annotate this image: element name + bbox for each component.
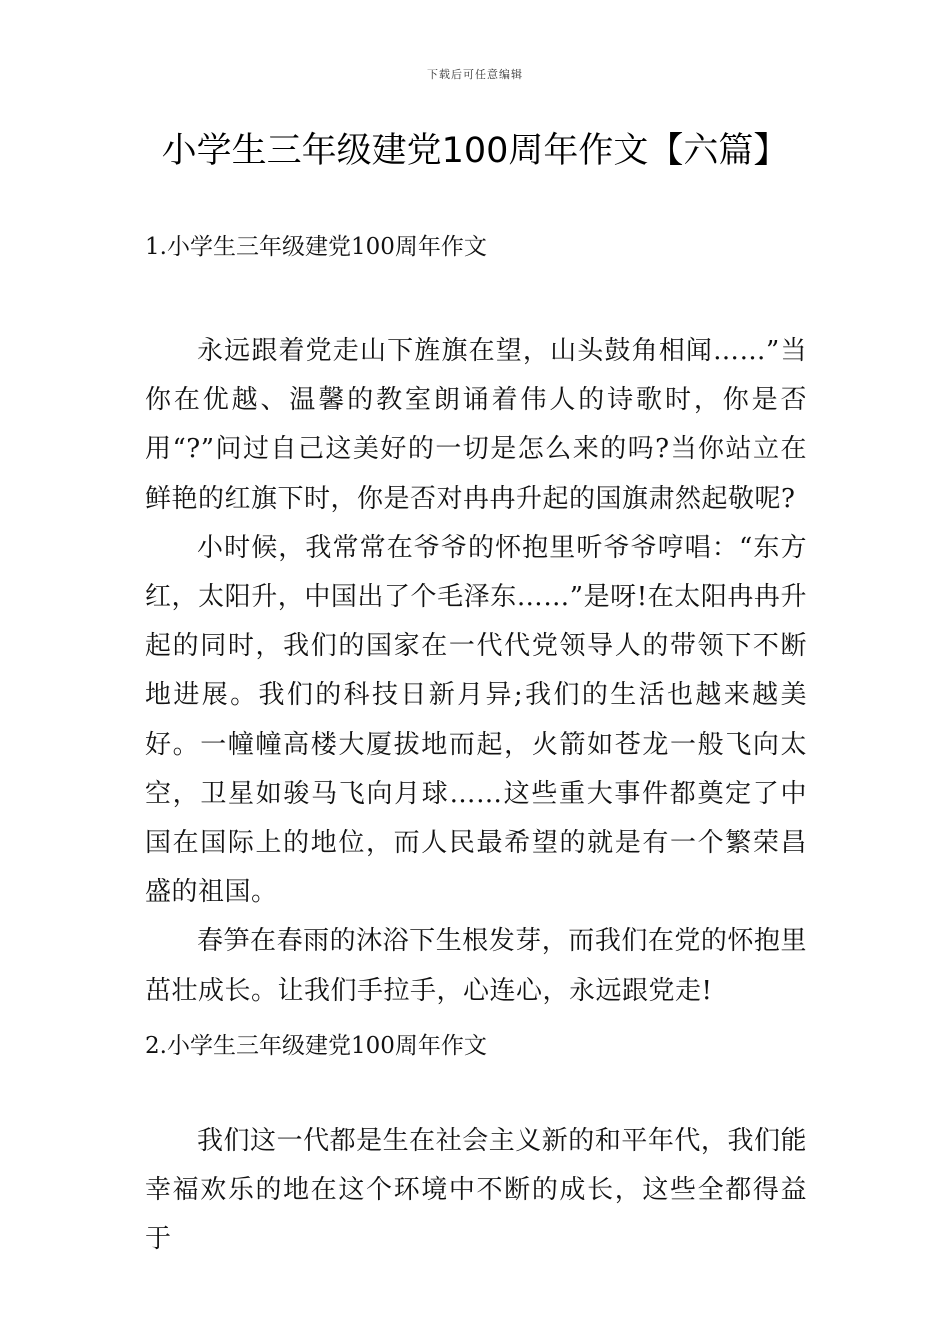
section-1-heading: 1.小学生三年级建党100周年作文 [145,234,487,260]
header-note: 下载后可任意编辑 [427,68,523,81]
section-1-paragraph-3: 春笋在春雨的沐浴下生根发芽，而我们在党的怀抱里茁壮成长。让我们手拉手，心连心，永远跟党走! [145,926,807,1006]
section-2-heading: 2.小学生三年级建党100周年作文 [145,1033,487,1059]
section-2-paragraph-1: 我们这一代都是生在社会主义新的和平年代，我们能幸福欢乐的地在这个环境中不断的成长，这些全都得益于 [145,1126,807,1255]
section-1-paragraph-1: 永远跟着党走山下旌旗在望，山头鼓角相闻……”当你在优越、温馨的教室朗诵着伟人的诗歌时，你是否用“?”问过自己这美好的一切是怎么来的吗?当你站立在鲜艳的红旗下时，你是否对冉冉升起的国旗肃然起敬呢? [145,336,807,514]
document-title: 小学生三年级建党100周年作文【六篇】 [161,131,789,171]
section-1-body [145,327,807,1016]
section-2-body [145,1117,807,1265]
section-1-paragraph-2: 小时候，我常常在爷爷的怀抱里听爷爷哼唱：“东方红，太阳升，中国出了个毛泽东……”是呀!在太阳冉冉升起的同时，我们的国家在一代代党领导人的带领下不断地进展。我们的科技日新月异;我们的生活也越来越美好。一幢幢高楼大厦拔地而起，火箭如苍龙一般飞向太空，卫星如骏马飞向月球……这些重大事件都奠定了中国在国际上的地位，而人民最希望的就是有一个繁荣昌盛的祖国。 [145,532,807,908]
